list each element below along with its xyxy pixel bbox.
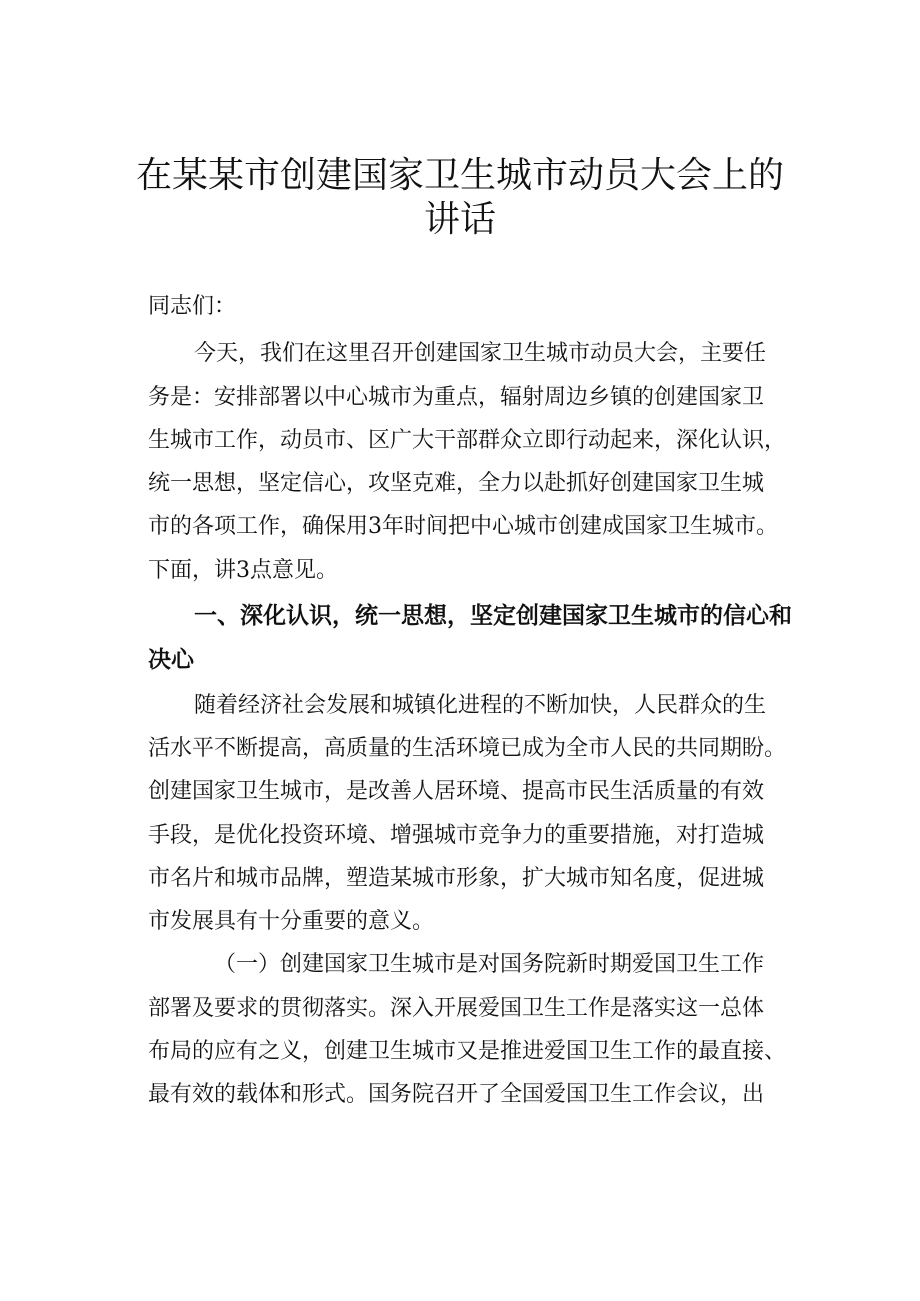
paragraph-3-line-2: 部署及要求的贯彻落实。深入开展爱国卫生工作是落实这一总体: [148, 996, 765, 1021]
paragraph-2-line-2: 活水平不断提高，高质量的生活环境已成为全市人民的共同期盼。: [148, 736, 787, 761]
paragraph-1-line-1: 今天，我们在这里召开创建国家卫生城市动员大会，主要任: [194, 341, 767, 366]
paragraph-2-line-5: 市名片和城市品牌，塑造某城市形象，扩大城市知名度，促进城: [148, 866, 765, 891]
paragraph-2-line-3: 创建国家卫生城市，是改善人居环境、提高市民生活质量的有效: [148, 779, 765, 804]
paragraph-2-line-6: 市发展具有十分重要的意义。: [148, 909, 435, 934]
paragraph-1-line-3: 生城市工作，动员市、区广大干部群众立即行动起来，深化认识，: [148, 428, 787, 453]
paragraph-3-line-1: （一）创建国家卫生城市是对国务院新时期爱国卫生工作: [214, 952, 765, 977]
paragraph-2-line-1: 随着经济社会发展和城镇化进程的不断加快，人民群众的生: [194, 693, 767, 718]
paragraph-2-line-4: 手段，是优化投资环境、增强城市竞争力的重要措施，对打造城: [148, 823, 765, 848]
paragraph-1-line-6: 下面，讲3点意见。: [148, 558, 338, 583]
section-heading-1-line-1: 一、深化认识，统一思想，坚定创建国家卫生城市的信心和: [194, 603, 792, 629]
paragraph-1-line-4: 统一思想，坚定信心，攻坚克难，全力以赴抓好创建国家卫生城: [148, 471, 765, 496]
document-title-line-2: 讲话: [423, 199, 496, 240]
paragraph-3-line-3: 布局的应有之义，创建卫生城市又是推进爱国卫生工作的最直接、: [148, 1039, 787, 1064]
paragraph-1-line-2: 务是：安排部署以中心城市为重点，辐射周边乡镇的创建国家卫: [148, 385, 765, 410]
salutation: 同志们：: [148, 294, 237, 319]
paragraph-1-line-5: 市的各项工作，确保用3年时间把中心城市创建成国家卫生城市。: [148, 514, 778, 539]
paragraph-3-line-4: 最有效的载体和形式。国务院召开了全国爱国卫生工作会议，出: [148, 1082, 765, 1107]
document-title-line-1: 在某某市创建国家卫生城市动员大会上的: [135, 155, 784, 196]
section-heading-1-line-2: 决心: [148, 647, 194, 673]
